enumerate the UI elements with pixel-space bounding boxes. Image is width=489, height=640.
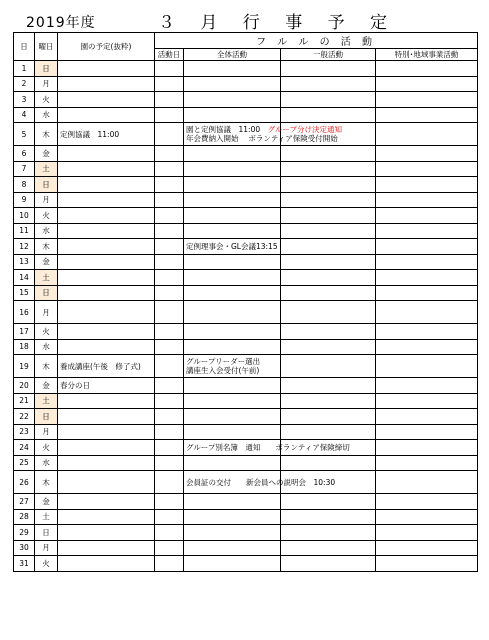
cell-day: 13: [14, 254, 35, 270]
cell-general: [281, 494, 376, 510]
cell-general: [281, 339, 376, 355]
cell-day: 18: [14, 339, 35, 355]
title-month: ３ 月 行 事 予 定: [158, 13, 398, 33]
cell-overall: [184, 301, 281, 324]
cell-special: [376, 540, 478, 556]
cell-special: [376, 239, 478, 255]
cell-weekday: 月: [35, 424, 58, 440]
cell-garden: [58, 208, 155, 224]
cell-general: [281, 509, 376, 525]
header-special: 特別･地域事業活動: [376, 49, 478, 61]
table-row: [14, 339, 478, 355]
cell-activity-day: [155, 509, 184, 525]
table-row: [14, 324, 478, 340]
cell-day: 20: [14, 378, 35, 394]
cell-overall: [184, 471, 336, 494]
cell-activity-day: [155, 556, 184, 572]
cell-special: [376, 161, 478, 177]
header-overall: 全体活動: [184, 49, 281, 61]
cell-general: [281, 76, 376, 92]
cell-special: [376, 424, 478, 440]
table-row: [14, 494, 478, 510]
table-row: [14, 440, 478, 456]
cell-activity-day: [155, 107, 184, 123]
cell-activity-day: [155, 92, 184, 108]
cell-day: 9: [14, 192, 35, 208]
cell-special: [376, 355, 478, 378]
cell-garden: [58, 455, 155, 471]
cell-garden: [58, 254, 155, 270]
cell-weekday: 木: [35, 471, 58, 494]
cell-garden: [58, 409, 155, 425]
cell-garden: 養成講座(午後 修了式): [58, 355, 155, 378]
cell-day: 24: [14, 440, 35, 456]
cell-general: [281, 393, 376, 409]
cell-weekday: 水: [35, 455, 58, 471]
cell-day: 29: [14, 525, 35, 541]
cell-special: [376, 525, 478, 541]
cell-overall: [184, 192, 281, 208]
cell-activity-day: [155, 239, 184, 255]
table-row: [14, 107, 478, 123]
cell-special: [376, 270, 478, 286]
header-general: 一般活動: [281, 49, 376, 61]
cell-garden: [58, 61, 155, 77]
overall-line: [186, 125, 343, 134]
cell-weekday: 日: [35, 61, 58, 77]
cell-overall: [184, 285, 281, 301]
cell-special: [376, 92, 478, 108]
cell-day: 28: [14, 509, 35, 525]
cell-garden: 春分の日: [58, 378, 155, 394]
cell-activity-day: [155, 254, 184, 270]
header-fulle-activities: フ ル ル の 活 動: [155, 33, 478, 49]
cell-general: [281, 92, 376, 108]
table-row: [14, 301, 478, 324]
cell-special: [376, 409, 478, 425]
cell-weekday: 木: [35, 239, 58, 255]
table-row: [14, 61, 478, 77]
cell-general: [281, 208, 376, 224]
cell-overall: [184, 556, 281, 572]
cell-activity-day: [155, 440, 184, 456]
cell-weekday: 日: [35, 525, 58, 541]
cell-activity-day: [155, 208, 184, 224]
cell-garden: [58, 223, 155, 239]
overall-text: 定例理事会・GL会議13:15: [186, 241, 278, 251]
cell-weekday: 土: [35, 509, 58, 525]
cell-overall: [184, 455, 281, 471]
table-row: [14, 424, 478, 440]
cell-overall: [184, 378, 281, 394]
table-row: [14, 223, 478, 239]
cell-general: [281, 285, 376, 301]
cell-day: 19: [14, 355, 35, 378]
header-day: 日: [14, 33, 35, 61]
cell-weekday: 土: [35, 270, 58, 286]
cell-day: 31: [14, 556, 35, 572]
cell-weekday: 木: [35, 355, 58, 378]
cell-special: [376, 324, 478, 340]
cell-special: [376, 146, 478, 162]
cell-general: [281, 223, 376, 239]
cell-garden: [58, 239, 155, 255]
cell-weekday: 金: [35, 146, 58, 162]
schedule-body: [14, 61, 478, 572]
cell-special: [376, 107, 478, 123]
cell-day: 21: [14, 393, 35, 409]
cell-activity-day: [155, 540, 184, 556]
cell-activity-day: [155, 455, 184, 471]
cell-day: 14: [14, 270, 35, 286]
cell-general: [281, 556, 376, 572]
cell-day: 6: [14, 146, 35, 162]
cell-activity-day: [155, 339, 184, 355]
cell-day: 3: [14, 92, 35, 108]
cell-day: 2: [14, 76, 35, 92]
cell-day: 12: [14, 239, 35, 255]
header-weekday: 曜日: [35, 33, 58, 61]
cell-weekday: 金: [35, 378, 58, 394]
cell-activity-day: [155, 177, 184, 193]
cell-special: [376, 509, 478, 525]
cell-general: [281, 424, 376, 440]
cell-activity-day: [155, 525, 184, 541]
cell-activity-day: [155, 324, 184, 340]
cell-activity-day: [155, 223, 184, 239]
cell-weekday: 火: [35, 92, 58, 108]
cell-general: [281, 254, 376, 270]
cell-special: [376, 378, 478, 394]
table-row: [14, 161, 478, 177]
cell-special: [376, 393, 478, 409]
cell-day: 1: [14, 61, 35, 77]
cell-weekday: 月: [35, 540, 58, 556]
cell-garden: [58, 324, 155, 340]
cell-garden: [58, 393, 155, 409]
cell-activity-day: [155, 471, 184, 494]
cell-overall: [184, 540, 281, 556]
table-row: [14, 455, 478, 471]
cell-overall: [184, 270, 281, 286]
cell-weekday: 水: [35, 107, 58, 123]
cell-garden: [58, 177, 155, 193]
cell-activity-day: [155, 393, 184, 409]
cell-special: [376, 223, 478, 239]
cell-garden: [58, 556, 155, 572]
cell-activity-day: [155, 123, 184, 146]
cell-garden: [58, 440, 155, 456]
table-row: [14, 76, 478, 92]
cell-weekday: 月: [35, 301, 58, 324]
cell-weekday: 金: [35, 494, 58, 510]
cell-special: [376, 76, 478, 92]
cell-day: 4: [14, 107, 35, 123]
cell-weekday: 火: [35, 208, 58, 224]
cell-day: 26: [14, 471, 35, 494]
cell-general: [281, 146, 376, 162]
cell-overall: [184, 223, 281, 239]
cell-activity-day: [155, 301, 184, 324]
table-row: [14, 146, 478, 162]
cell-special: [376, 339, 478, 355]
cell-garden: [58, 107, 155, 123]
table-row: [14, 556, 478, 572]
table-row: [14, 355, 478, 378]
cell-garden: [58, 339, 155, 355]
header-garden: 園の予定(抜粋): [58, 33, 155, 61]
cell-special: [376, 285, 478, 301]
cell-weekday: 水: [35, 339, 58, 355]
cell-general: [281, 192, 376, 208]
table-row: [14, 192, 478, 208]
cell-day: 23: [14, 424, 35, 440]
table-row: [14, 177, 478, 193]
table-row: [14, 270, 478, 286]
cell-overall: [184, 107, 281, 123]
cell-general: [281, 61, 376, 77]
table-row: [14, 285, 478, 301]
cell-special: [376, 177, 478, 193]
cell-garden: [58, 192, 155, 208]
cell-overall: [184, 177, 281, 193]
cell-weekday: 水: [35, 223, 58, 239]
cell-weekday: 日: [35, 409, 58, 425]
cell-weekday: 月: [35, 76, 58, 92]
cell-overall: [184, 254, 281, 270]
table-row: [14, 254, 478, 270]
title-year: 2019年度: [26, 15, 96, 31]
cell-day: 11: [14, 223, 35, 239]
cell-general: [281, 355, 376, 378]
cell-overall: [184, 424, 281, 440]
cell-general: [281, 455, 376, 471]
cell-garden: [58, 471, 155, 494]
header-activity-day: 活動日: [155, 49, 184, 61]
cell-special: [376, 440, 478, 456]
cell-special: [376, 455, 478, 471]
cell-activity-day: [155, 424, 184, 440]
overall-line: [186, 134, 338, 143]
cell-weekday: 火: [35, 556, 58, 572]
cell-weekday: 月: [35, 192, 58, 208]
cell-activity-day: [155, 76, 184, 92]
cell-special: [376, 556, 478, 572]
cell-general: [281, 239, 376, 255]
overall-text: グループリーダー選出: [186, 357, 261, 366]
cell-overall: [184, 494, 281, 510]
page-title: [0, 8, 489, 32]
cell-activity-day: [155, 378, 184, 394]
table-row: [14, 92, 478, 108]
cell-special: [376, 208, 478, 224]
table-row: [14, 123, 478, 146]
cell-general: [281, 161, 376, 177]
cell-overall: [184, 146, 281, 162]
cell-general: [281, 107, 376, 123]
table-row: [14, 378, 478, 394]
cell-garden: [58, 509, 155, 525]
overall-line: [186, 442, 350, 452]
overall-text: 園と定例協議 11:00: [186, 125, 268, 134]
cell-garden: [58, 285, 155, 301]
cell-overall: [184, 92, 281, 108]
table-row: [14, 409, 478, 425]
cell-overall: [184, 440, 350, 456]
cell-garden: [58, 301, 155, 324]
overall-line: [186, 366, 278, 375]
cell-general: [281, 409, 376, 425]
overall-text: 講座生入会受付(午前): [186, 366, 260, 375]
cell-overall: [184, 61, 281, 77]
cell-garden: [58, 540, 155, 556]
cell-overall: [184, 161, 281, 177]
table-row: [14, 208, 478, 224]
cell-special: [376, 123, 478, 146]
cell-day: 15: [14, 285, 35, 301]
cell-overall: [184, 123, 343, 146]
cell-activity-day: [155, 146, 184, 162]
cell-special: [376, 301, 478, 324]
cell-activity-day: [155, 192, 184, 208]
cell-day: 17: [14, 324, 35, 340]
cell-weekday: 木: [35, 123, 58, 146]
overall-line: [186, 242, 278, 251]
cell-garden: 定例協議 11:00: [58, 123, 155, 146]
cell-special: [376, 192, 478, 208]
cell-special: [376, 254, 478, 270]
cell-overall: [184, 339, 281, 355]
cell-garden: [58, 494, 155, 510]
cell-weekday: 日: [35, 285, 58, 301]
cell-overall: [184, 509, 281, 525]
cell-day: 16: [14, 301, 35, 324]
cell-activity-day: [155, 355, 184, 378]
overall-line: [186, 477, 336, 487]
cell-special: [376, 61, 478, 77]
cell-activity-day: [155, 161, 184, 177]
overall-text: グループ別名簿 通知 ボランティア保険締切: [186, 442, 350, 452]
cell-day: 30: [14, 540, 35, 556]
cell-garden: [58, 92, 155, 108]
cell-general: [281, 177, 376, 193]
cell-day: 5: [14, 123, 35, 146]
table-row: [14, 525, 478, 541]
cell-general: [281, 540, 376, 556]
cell-overall: [184, 525, 281, 541]
cell-garden: [58, 76, 155, 92]
cell-day: 8: [14, 177, 35, 193]
cell-general: [281, 525, 376, 541]
cell-general: [281, 301, 376, 324]
cell-activity-day: [155, 285, 184, 301]
cell-overall: [184, 239, 281, 255]
cell-overall: [184, 393, 281, 409]
cell-day: 27: [14, 494, 35, 510]
cell-day: 7: [14, 161, 35, 177]
overall-text: 会員証の交付 新会員への説明会 10:30: [186, 477, 336, 487]
cell-day: 25: [14, 455, 35, 471]
overall-line: [186, 357, 278, 366]
cell-activity-day: [155, 409, 184, 425]
cell-general: [281, 324, 376, 340]
table-row: [14, 540, 478, 556]
cell-overall: [184, 355, 281, 378]
cell-overall: [184, 208, 281, 224]
cell-garden: [58, 270, 155, 286]
cell-weekday: 火: [35, 440, 58, 456]
cell-weekday: 土: [35, 393, 58, 409]
table-row: [14, 509, 478, 525]
cell-special: [376, 494, 478, 510]
cell-garden: [58, 146, 155, 162]
cell-activity-day: [155, 61, 184, 77]
cell-activity-day: [155, 270, 184, 286]
cell-weekday: 火: [35, 324, 58, 340]
cell-garden: [58, 525, 155, 541]
cell-weekday: 金: [35, 254, 58, 270]
table-row: [14, 239, 478, 255]
cell-activity-day: [155, 494, 184, 510]
cell-general: [281, 270, 376, 286]
cell-day: 10: [14, 208, 35, 224]
cell-overall: [184, 76, 281, 92]
cell-general: [281, 378, 376, 394]
cell-overall: [184, 409, 281, 425]
cell-day: 22: [14, 409, 35, 425]
cell-garden: [58, 424, 155, 440]
cell-special: [376, 471, 478, 494]
overall-text: 年会費納入開始 ボランティア保険受付開始: [186, 134, 338, 143]
schedule-table: [13, 32, 478, 572]
cell-weekday: 土: [35, 161, 58, 177]
cell-garden: [58, 161, 155, 177]
overall-highlight-text: グループ分け決定通知: [267, 125, 343, 134]
table-row: [14, 393, 478, 409]
cell-overall: [184, 324, 281, 340]
cell-weekday: 日: [35, 177, 58, 193]
table-row: [14, 471, 478, 494]
